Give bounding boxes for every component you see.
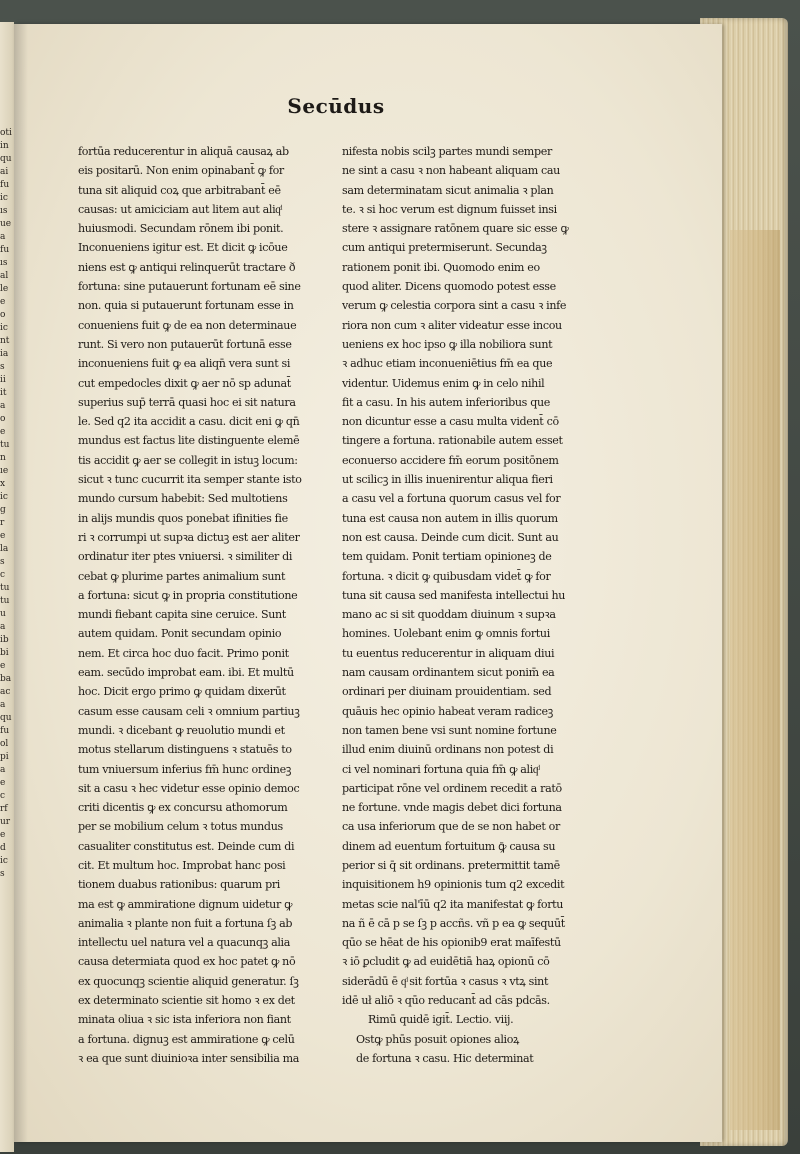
left-column-line: le. Sed q2 ita accidit a casu. dicit eni ꝙ qn̄ <box>78 415 300 429</box>
text-column-left <box>78 142 314 1068</box>
left-column-line: mundi fiebant capita sine ceruice. Sunt <box>78 608 286 622</box>
facing-page-fragment <box>0 22 14 1152</box>
right-column-line: a casu vel a fortuna quorum casus vel for <box>342 492 561 506</box>
right-column-line: siderādū ē qͩ sit fortūa ꝛ casus ꝛ vtꝝ sint <box>342 974 549 988</box>
facing-page-text-fragment: c <box>0 791 6 801</box>
left-column-line: casum esse causam celi ꝛ omnium partiuꝫ <box>78 704 300 718</box>
right-column-line: ca usa inferiorum que de se non habet or <box>342 820 560 834</box>
right-column-line: dinem ad euentum fortuitum ꝙ̄ causa su <box>342 839 556 853</box>
facing-page-text-fragment: o <box>0 414 6 424</box>
right-column-line: mano ac si sit quoddam diuinum ꝛ supꝛa <box>342 608 556 622</box>
facing-page-text-fragment: o <box>0 310 6 320</box>
right-column-line: Rimū quidē igit̄. Lectio. viij. <box>368 1013 514 1027</box>
facing-page-text-fragment: ol <box>0 739 9 749</box>
facing-page-text-fragment: ai <box>0 167 9 177</box>
facing-page-text-fragment: d <box>0 843 6 853</box>
left-column-line: ri ꝛ corrumpi ut supꝛa dictuꝫ est aer aliter <box>78 530 300 544</box>
right-column-line: inquisitionem h9 opinionis tum q2 excedit <box>342 878 565 892</box>
facing-page-text-fragment: g <box>0 505 6 515</box>
right-column-line: rationem ponit ibi. Quomodo enim eo <box>342 260 540 274</box>
book-page <box>14 24 722 1142</box>
facing-page-text-fragment: ib <box>0 635 9 645</box>
text-column-right <box>342 142 578 1068</box>
facing-page-text-fragment: ba <box>0 674 12 684</box>
facing-page-text-fragment: tu <box>0 583 10 593</box>
left-column-line: mundo cursum habebit: Sed multotiens <box>78 492 288 506</box>
facing-page-text-fragment: nt <box>0 336 10 346</box>
left-column-line: Inconueniens igitur est. Et dicit ꝙ icōue <box>78 241 288 255</box>
left-column-line: motus stellarum distinguens ꝛ statuēs to <box>78 743 292 757</box>
left-column-line: conueniens fuit ꝙ de ea non determinaue <box>78 318 297 332</box>
left-column-line: huiusmodi. Secundam rōnem ibi ponit. <box>78 222 284 236</box>
right-column-line: nam causam ordinantem sicut ponim̄ ea <box>342 666 555 680</box>
left-column-line: criti dicentis ꝙ ex concursu athomorum <box>78 801 288 815</box>
right-column-line: quod aliter. Dicens quomodo potest esse <box>342 280 556 294</box>
facing-page-text-fragment: a <box>0 700 6 710</box>
facing-page-text-fragment: pi <box>0 752 9 762</box>
facing-page-text-fragment: oti <box>0 128 12 138</box>
facing-page-text-fragment: ii <box>0 375 6 385</box>
facing-page-text-fragment: e <box>0 531 6 541</box>
facing-page-text-fragment: c <box>0 570 6 580</box>
page-header: Secūdus <box>287 94 385 118</box>
left-column-line: autem quidam. Ponit secundam opinio <box>78 627 282 641</box>
left-column-line: cebat ꝙ plurime partes animalium sunt <box>78 569 286 583</box>
right-column-line: na ñ ē cā p se ſꝫ p accñs. vñ p ea ꝙ sequūt̄ <box>342 916 565 930</box>
right-column-line: videntur. Uidemus enim ꝙ in celo nihil <box>342 376 545 390</box>
facing-page-text-fragment: a <box>0 232 6 242</box>
facing-page-text-fragment: tu <box>0 596 10 606</box>
left-column-line: fortūa reducerentur in aliquā causaꝝ ab <box>78 145 289 158</box>
right-column-line: homines. Uolebant enim ꝙ omnis fortui <box>342 627 550 641</box>
facing-page-text-fragment: qu <box>0 154 12 164</box>
right-column-line: tem quidam. Ponit tertiam opinioneꝫ de <box>342 550 552 564</box>
left-column-line: hoc. Dicit ergo primo ꝙ quidam dixerūt <box>78 685 286 699</box>
left-column-line: a fortuna. dignuꝫ est ammiratione ꝙ celū <box>78 1032 295 1046</box>
left-column-line: tis accidit ꝙ aer se collegit in istuꝫ locum: <box>78 453 298 467</box>
right-column-line: perior si q̄ sit ordinans. pretermittit tamē <box>342 858 560 872</box>
left-column-line: ex quocunqꝫ scientie aliquid generatur. ſꝫ <box>78 974 299 988</box>
left-column-line: eam. secūdo improbat eam. ibi. Et multū <box>78 666 294 680</box>
facing-page-text-fragment: ic <box>0 323 8 333</box>
right-column-line: ne fortune. vnde magis debet dici fortuna <box>342 801 562 815</box>
right-column-line: ne sint a casu ꝛ non habeant aliquam cau <box>342 164 560 178</box>
right-column-line: ꝛ adhuc etiam inconueniētius fm̄ ea que <box>342 357 553 371</box>
right-column-line: nifesta nobis scilꝫ partes mundi semper <box>342 145 552 158</box>
facing-page-text-fragment: r <box>0 518 5 528</box>
facing-page-text-fragment: it <box>0 388 7 398</box>
right-column-line: stere ꝛ assignare ratōnem quare sic esse ꝙ <box>342 222 569 236</box>
left-column-line: eis positarū. Non enim opinabant̄ ꝙ for <box>78 164 284 178</box>
facing-page-text-fragment: n <box>0 453 6 463</box>
right-column-line: cum antiqui pretermiserunt. Secundaꝫ <box>342 241 547 255</box>
facing-page-text-fragment: a <box>0 401 6 411</box>
left-column-line: ex determinato scientie sit homo ꝛ ex det <box>78 994 295 1008</box>
facing-page-text-fragment: ur <box>0 817 11 827</box>
right-column-line: verum ꝙ celestia corpora sint a casu ꝛ infe <box>342 299 567 313</box>
facing-page-text-fragment: bi <box>0 648 9 658</box>
facing-page-text-fragment: qu <box>0 713 12 723</box>
facing-page-text-fragment: ıs <box>0 258 8 268</box>
facing-page-text-fragment: ue <box>0 219 12 229</box>
right-column-line: te. ꝛ si hoc verum est dignum fuisset insi <box>342 202 557 216</box>
right-column-line: illud enim diuinū ordinans non potest di <box>342 743 554 757</box>
left-column-line: in alijs mundis quos ponebat ifinities fie <box>78 511 288 525</box>
facing-page-text-fragment: ic <box>0 193 8 203</box>
right-column-line: sam determinatam sicut animalia ꝛ plan <box>342 183 554 197</box>
left-column-line: sicut ꝛ tunc cucurrit ita semper stante isto <box>78 473 302 487</box>
facing-page-text-fragment: ic <box>0 856 8 866</box>
left-column-line: intellectu uel natura vel a quacunqꝫ alia <box>78 936 290 950</box>
right-column-line: quāuis hec opinio habeat veram radiceꝫ <box>342 704 553 718</box>
right-column-line: ueniens ex hoc ipso ꝙ illa nobiliora sunt <box>342 337 553 351</box>
facing-page-text-fragment: le <box>0 284 9 294</box>
left-column-line: ma est ꝙ ammiratione dignum uidetur ꝙ <box>78 897 293 911</box>
right-column-line: idē uł aliō ꝛ qūo reducant̄ ad cās pdcās. <box>342 994 550 1008</box>
left-column-line: ꝛ ea que sunt diuinioꝛa inter sensibilia ma <box>78 1051 300 1065</box>
right-column-line: ꝛ iō ꝑcludit ꝙ ad euidētiā haꝝ opionū cō <box>342 955 550 969</box>
right-column-line: non est causa. Deinde cum dicit. Sunt au <box>342 530 559 544</box>
right-column-line: tuna est causa non autem in illis quorum <box>342 511 558 525</box>
left-column-line: cut empedocles dixit ꝙ aer nō sp adunat̄ <box>78 376 291 390</box>
facing-page-text-fragment: e <box>0 830 6 840</box>
facing-page-text-fragment: fu <box>0 180 10 190</box>
book-binding-shadow <box>730 230 780 1130</box>
left-column-line: non. quia si putauerunt fortunam esse in <box>78 299 294 313</box>
facing-page-text-fragment: ac <box>0 687 11 697</box>
right-column-line: ordinari per diuinam prouidentiam. sed <box>342 685 552 699</box>
right-column-line: econuerso accidere fm̄ eorum positōnem <box>342 453 559 467</box>
facing-page-text-fragment: al <box>0 271 9 281</box>
facing-page-text-fragment: e <box>0 778 6 788</box>
right-column-line: Ostꝙ phūs posuit opiones alioꝝ <box>356 1032 520 1046</box>
right-column-line: fit a casu. In his autem inferioribus que <box>342 395 550 409</box>
facing-page-text-fragment: ıs <box>0 206 8 216</box>
right-column-line: non tamen bene vsi sunt nomine fortune <box>342 723 557 737</box>
facing-page-text-fragment: ic <box>0 492 8 502</box>
left-column-line: minata oliua ꝛ sic ista inferiora non fiant <box>78 1013 291 1027</box>
right-column-line: non dicuntur esse a casu multa vident̄ cō <box>342 415 559 429</box>
right-column-line: tingere a fortuna. rationabile autem esset <box>342 434 563 448</box>
left-column-line: causa determiata quod ex hoc patet ꝙ nō <box>78 955 296 969</box>
facing-page-text-fragment: a <box>0 622 6 632</box>
facing-page-text-fragment: la <box>0 544 9 554</box>
facing-page-text-fragment: in <box>0 141 9 151</box>
right-column-line: de fortuna ꝛ casu. Hic determinat <box>356 1051 534 1065</box>
right-column-line: tuna sit causa sed manifesta intellectui hu <box>342 588 566 602</box>
left-column-line: causas: ut amiciciam aut litem aut aliqͩ <box>78 202 281 216</box>
left-column-line: tum vniuersum inferius fm̄ hunc ordineꝫ <box>78 762 292 776</box>
facing-page-text-fragment: fu <box>0 726 10 736</box>
left-column-line: superius sup̄ terrā quasi hoc ei sit natura <box>78 395 296 409</box>
left-column-line: mundi. ꝛ dicebant ꝙ reuolutio mundi et <box>78 723 285 737</box>
gutter-shadow <box>14 24 28 1142</box>
left-column-line: tionem duabus rationibus: quarum pri <box>78 878 280 892</box>
left-column-line: ordinatur iter ptes vniuersi. ꝛ similiter di <box>78 550 293 564</box>
facing-page-text-fragment: u <box>0 609 6 619</box>
left-column-line: sit a casu ꝛ hec videtur esse opinio democ <box>78 781 300 795</box>
right-column-line: qūo se hēat de his opionib9 erat maīfestū <box>342 936 561 950</box>
facing-page-text-fragment: s <box>0 362 5 372</box>
right-column-line: participat rōne vel ordinem recedit a ratō <box>342 781 562 795</box>
left-column-line: niens est ꝙ antiqui relinquerūt tractare ð <box>78 260 296 274</box>
facing-page-text-fragment: ıe <box>0 466 9 476</box>
left-column-line: a fortuna: sicut ꝙ in propria constitutione <box>78 588 298 602</box>
left-column-line: cit. Et multum hoc. Improbat hanc posi <box>78 858 286 872</box>
right-column-line: ut scilicꝫ in illis inuenirentur aliqua fieri <box>342 473 553 487</box>
facing-page-text-fragment: s <box>0 869 5 879</box>
left-column-line: fortuna: sine putauerunt fortunam eē sine <box>78 280 301 294</box>
left-column-line: tuna sit aliquid coꝝ que arbitrabant̄ eē <box>78 183 281 197</box>
facing-page-text-fragment: ia <box>0 349 9 359</box>
facing-page-text-fragment: tu <box>0 440 10 450</box>
left-column-line: per se mobilium celum ꝛ totus mundus <box>78 820 283 834</box>
left-column-line: nem. Et circa hoc duo facit. Primo ponit <box>78 646 289 660</box>
facing-page-text-fragment: rf <box>0 804 8 814</box>
left-column-line: runt. Si vero non putauerūt fortunā esse <box>78 337 292 351</box>
left-column-line: mundus est factus lite distinguente elemē <box>78 434 300 448</box>
facing-page-text-fragment: a <box>0 765 6 775</box>
facing-page-text-fragment: e <box>0 661 6 671</box>
left-column-line: animalia ꝛ plante non fuit a fortuna ſꝫ ab <box>78 916 293 930</box>
right-column-line: metas scie nal'īū q2 ita manifestat ꝙ fortu <box>342 897 564 911</box>
right-column-line: riora non cum ꝛ aliter videatur esse incou <box>342 318 562 332</box>
facing-page-text-fragment: fu <box>0 245 10 255</box>
right-column-line: tu euentus reducerentur in aliquam diui <box>342 646 555 660</box>
right-column-line: fortuna. ꝛ dicit ꝙ quibusdam videt̄ ꝙ for <box>342 569 551 583</box>
facing-page-text-fragment: x <box>0 479 6 489</box>
facing-page-text-fragment: e <box>0 427 6 437</box>
left-column-line: casualiter constitutus est. Deinde cum di <box>78 839 295 853</box>
facing-page-text-fragment: s <box>0 557 5 567</box>
left-column-line: inconueniens fuit ꝙ ea aliqn̄ vera sunt si <box>78 357 291 371</box>
right-column-line: ci vel nominari fortuna quia fm̄ ꝙ aliqͩ <box>342 762 539 776</box>
facing-page-text-fragment: e <box>0 297 6 307</box>
